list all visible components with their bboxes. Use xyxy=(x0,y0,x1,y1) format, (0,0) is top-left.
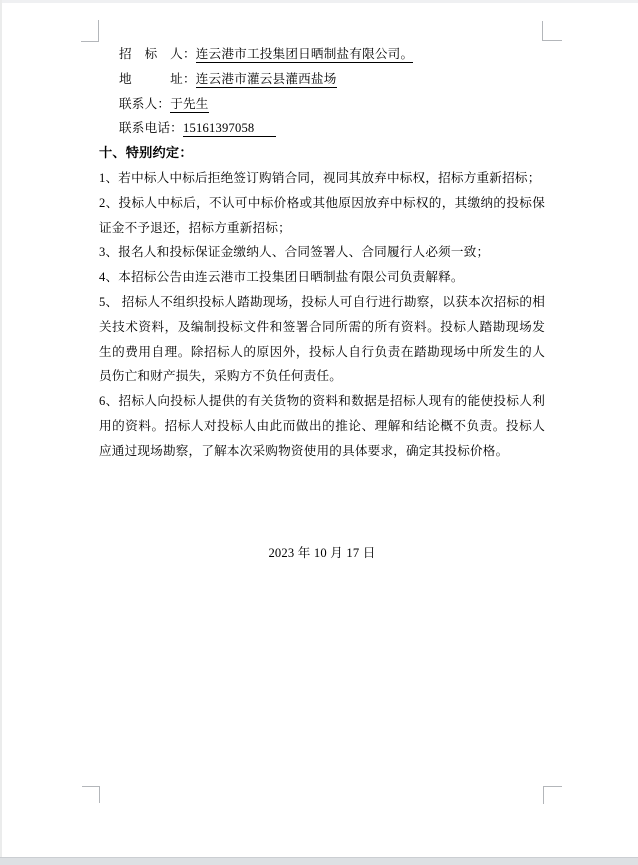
tenderer-value: 连云港市工投集团日晒制盐有限公司。 xyxy=(195,47,414,61)
contact-person-value: 于先生 xyxy=(170,96,209,111)
term-item-2: 2、投标人中标后，不认可中标价格或其他原因放弃中标权的，其缴纳的投标保证金不予退还，招标方重新招标； xyxy=(99,195,545,235)
term-item-1: 1、若中标人中标后拒绝签订购销合同，视同其放弃中标权，招标方重新招标； xyxy=(99,170,541,185)
term-item-6: 6、招标人向投标人提供的有关货物的资料和数据是招标人现有的能使投标人利用的资料。招标人对投标人由此而做出的推论、理解和结论概不负责。投标人应通过现场勘察，了解本次采购物资使用的具体要求，确定其投标价格。 xyxy=(99,394,545,458)
term-item-5: 5、 招标人不组织投标人踏勘现场，投标人可自行进行勘察，以获本次招标的相关技术资料，及编制投标文件和签署合同所需的所有资料。投标人踏勘现场发生的费用自理。除招标人的原因外，投标人自行负责在踏勘现场中所发生的人员伤亡和财产损失，采购方不负任何责任。 xyxy=(99,294,545,384)
contact-person-label: 联系人： xyxy=(119,96,171,111)
address-value: 连云港市灌云县灌西盐场 xyxy=(195,71,337,86)
contact-row-person xyxy=(99,92,545,117)
special-terms-heading: 十、特别约定： xyxy=(99,145,193,161)
text-boundary-mark-bottom-left xyxy=(82,786,100,803)
document-date: 2023 年 10 月 17 日 xyxy=(268,545,376,560)
text-boundary-mark-top-right xyxy=(542,21,562,41)
term-item-3: 3、报名人和投标保证金缴纳人、合同签署人、合同履行人必须一致； xyxy=(99,245,490,260)
address-label: 地 址： xyxy=(119,71,196,86)
tenderer-label: 招 标 人： xyxy=(119,47,196,61)
page-top-edge xyxy=(0,0,638,3)
text-boundary-mark-top-left xyxy=(81,20,99,42)
term-item-4: 4、本招标公告由连云港市工投集团日晒制盐有限公司负责解释。 xyxy=(99,270,464,285)
contact-row-address xyxy=(99,67,545,92)
phone-label: 联系电话： xyxy=(119,121,183,136)
page-left-edge xyxy=(0,0,2,857)
text-boundary-mark-bottom-right xyxy=(543,786,562,804)
contact-row-phone xyxy=(99,116,545,141)
phone-value: 15161397058 xyxy=(183,121,276,137)
document-text-area[interactable] xyxy=(99,42,545,565)
page-bottom-gap xyxy=(0,857,638,865)
contact-row-tenderer xyxy=(99,42,545,67)
